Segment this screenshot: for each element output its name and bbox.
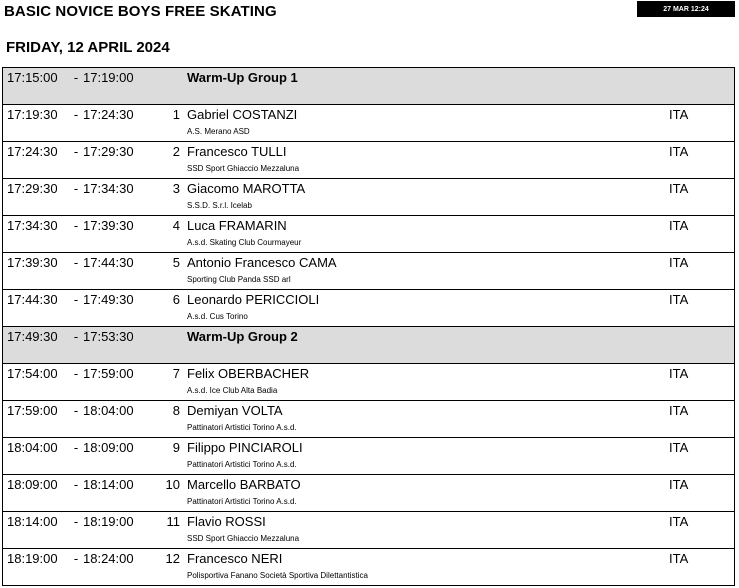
skater-name: Flavio ROSSI <box>187 514 266 529</box>
skater-row <box>3 290 735 327</box>
skater-cell <box>180 438 667 475</box>
skater-club: S.S.D. S.r.l. Icelab <box>187 201 252 210</box>
nation <box>667 327 735 364</box>
end-time: 17:29:30 <box>83 142 155 179</box>
start-time: 18:04:00 <box>3 438 70 475</box>
skater-name: Marcello BARBATO <box>187 477 301 492</box>
end-time: 18:24:00 <box>83 549 155 586</box>
skater-name: Filippo PINCIAROLI <box>187 440 303 455</box>
end-time: 17:53:30 <box>83 327 155 364</box>
skater-row <box>3 549 735 586</box>
nation <box>667 68 735 105</box>
skater-cell <box>180 253 667 290</box>
start-number: 9 <box>155 438 180 475</box>
start-time: 17:15:00 <box>3 68 70 105</box>
skater-cell <box>180 142 667 179</box>
skater-club: A.s.d. Cus Torino <box>187 312 248 321</box>
start-number: 8 <box>155 401 180 438</box>
skater-club: A.s.d. Ice Club Alta Badia <box>187 386 278 395</box>
start-time: 18:14:00 <box>3 512 70 549</box>
skater-name: Francesco NERI <box>187 551 283 566</box>
warmup-label: Warm-Up Group 2 <box>187 329 298 344</box>
start-time: 17:49:30 <box>3 327 70 364</box>
end-time: 17:34:30 <box>83 179 155 216</box>
skater-cell <box>180 401 667 438</box>
start-number: 3 <box>155 179 180 216</box>
skater-row <box>3 438 735 475</box>
time-separator: - <box>69 438 83 475</box>
skater-club: A.S. Merano ASD <box>187 127 250 136</box>
start-time: 17:24:30 <box>3 142 70 179</box>
start-time: 17:54:00 <box>3 364 70 401</box>
start-number: 12 <box>155 549 180 586</box>
skater-cell <box>180 364 667 401</box>
skater-row <box>3 512 735 549</box>
start-number: 4 <box>155 216 180 253</box>
skater-name: Felix OBERBACHER <box>187 366 310 381</box>
nation: ITA <box>667 179 735 216</box>
skater-cell <box>180 216 667 253</box>
skater-club: SSD Sport Ghiaccio Mezzaluna <box>187 164 300 173</box>
skater-club: SSD Sport Ghiaccio Mezzaluna <box>187 534 300 543</box>
skater-name: Demiyan VOLTA <box>187 403 283 418</box>
time-separator: - <box>69 327 83 364</box>
skater-row <box>3 142 735 179</box>
end-time: 17:59:00 <box>83 364 155 401</box>
skater-cell <box>180 549 667 586</box>
start-number: 2 <box>155 142 180 179</box>
start-number: 10 <box>155 475 180 512</box>
warmup-label-cell <box>180 327 667 364</box>
end-time: 18:19:00 <box>83 512 155 549</box>
nation: ITA <box>667 549 735 586</box>
end-time: 17:49:30 <box>83 290 155 327</box>
end-time: 17:19:00 <box>83 68 155 105</box>
skater-club: Pattinatori Artistici Torino A.s.d. <box>187 423 297 432</box>
start-time: 18:19:00 <box>3 549 70 586</box>
end-time: 17:39:30 <box>83 216 155 253</box>
skater-row <box>3 179 735 216</box>
start-time: 17:59:00 <box>3 401 70 438</box>
skater-name: Luca FRAMARIN <box>187 218 287 233</box>
end-time: 18:14:00 <box>83 475 155 512</box>
start-number: 1 <box>155 105 180 142</box>
time-separator: - <box>69 142 83 179</box>
start-time: 17:39:30 <box>3 253 70 290</box>
skater-cell <box>180 179 667 216</box>
end-time: 17:24:30 <box>83 105 155 142</box>
skater-name: Antonio Francesco CAMA <box>187 255 337 270</box>
skater-cell <box>180 105 667 142</box>
nation: ITA <box>667 364 735 401</box>
warmup-row <box>3 327 735 364</box>
nation: ITA <box>667 253 735 290</box>
skater-name: Leonardo PERICCIOLI <box>187 292 320 307</box>
time-separator: - <box>69 68 83 105</box>
time-separator: - <box>69 512 83 549</box>
start-number <box>155 327 180 364</box>
end-time: 17:44:30 <box>83 253 155 290</box>
warmup-label: Warm-Up Group 1 <box>187 70 298 85</box>
start-order-table <box>2 67 735 586</box>
skater-cell <box>180 512 667 549</box>
nation: ITA <box>667 475 735 512</box>
skater-club: Polisportiva Fanano Società Sportiva Dilettantistica <box>187 571 368 580</box>
skater-club: Pattinatori Artistici Torino A.s.d. <box>187 460 297 469</box>
time-separator: - <box>69 179 83 216</box>
skater-club: Pattinatori Artistici Torino A.s.d. <box>187 497 297 506</box>
skater-cell <box>180 290 667 327</box>
start-time: 18:09:00 <box>3 475 70 512</box>
time-separator: - <box>69 364 83 401</box>
nation: ITA <box>667 512 735 549</box>
skater-row <box>3 475 735 512</box>
start-time: 17:19:30 <box>3 105 70 142</box>
warmup-row <box>3 68 735 105</box>
skater-name: Giacomo MAROTTA <box>187 181 306 196</box>
time-separator: - <box>69 549 83 586</box>
time-separator: - <box>69 253 83 290</box>
start-number <box>155 68 180 105</box>
start-number: 5 <box>155 253 180 290</box>
skater-club: Sporting Club Panda SSD arl <box>187 275 291 284</box>
timestamp-badge: 27 MAR 12:24 <box>637 1 735 17</box>
start-order-body <box>3 68 735 586</box>
skater-row <box>3 253 735 290</box>
warmup-label-cell <box>180 68 667 105</box>
time-separator: - <box>69 105 83 142</box>
start-time: 17:34:30 <box>3 216 70 253</box>
start-time: 17:44:30 <box>3 290 70 327</box>
skater-cell <box>180 475 667 512</box>
start-number: 7 <box>155 364 180 401</box>
time-separator: - <box>69 216 83 253</box>
start-number: 11 <box>155 512 180 549</box>
skater-club: A.s.d. Skating Club Courmayeur <box>187 238 302 247</box>
skater-name: Gabriel COSTANZI <box>187 107 298 122</box>
nation: ITA <box>667 438 735 475</box>
schedule-date: FRIDAY, 12 APRIL 2024 <box>6 39 170 56</box>
skater-row <box>3 216 735 253</box>
skater-row <box>3 105 735 142</box>
time-separator: - <box>69 475 83 512</box>
time-separator: - <box>69 401 83 438</box>
nation: ITA <box>667 216 735 253</box>
start-number: 6 <box>155 290 180 327</box>
time-separator: - <box>69 290 83 327</box>
start-time: 17:29:30 <box>3 179 70 216</box>
skater-name: Francesco TULLI <box>187 144 287 159</box>
end-time: 18:04:00 <box>83 401 155 438</box>
skater-row <box>3 364 735 401</box>
nation: ITA <box>667 290 735 327</box>
page-title: BASIC NOVICE BOYS FREE SKATING <box>4 3 277 20</box>
nation: ITA <box>667 105 735 142</box>
skater-row <box>3 401 735 438</box>
end-time: 18:09:00 <box>83 438 155 475</box>
nation: ITA <box>667 142 735 179</box>
nation: ITA <box>667 401 735 438</box>
